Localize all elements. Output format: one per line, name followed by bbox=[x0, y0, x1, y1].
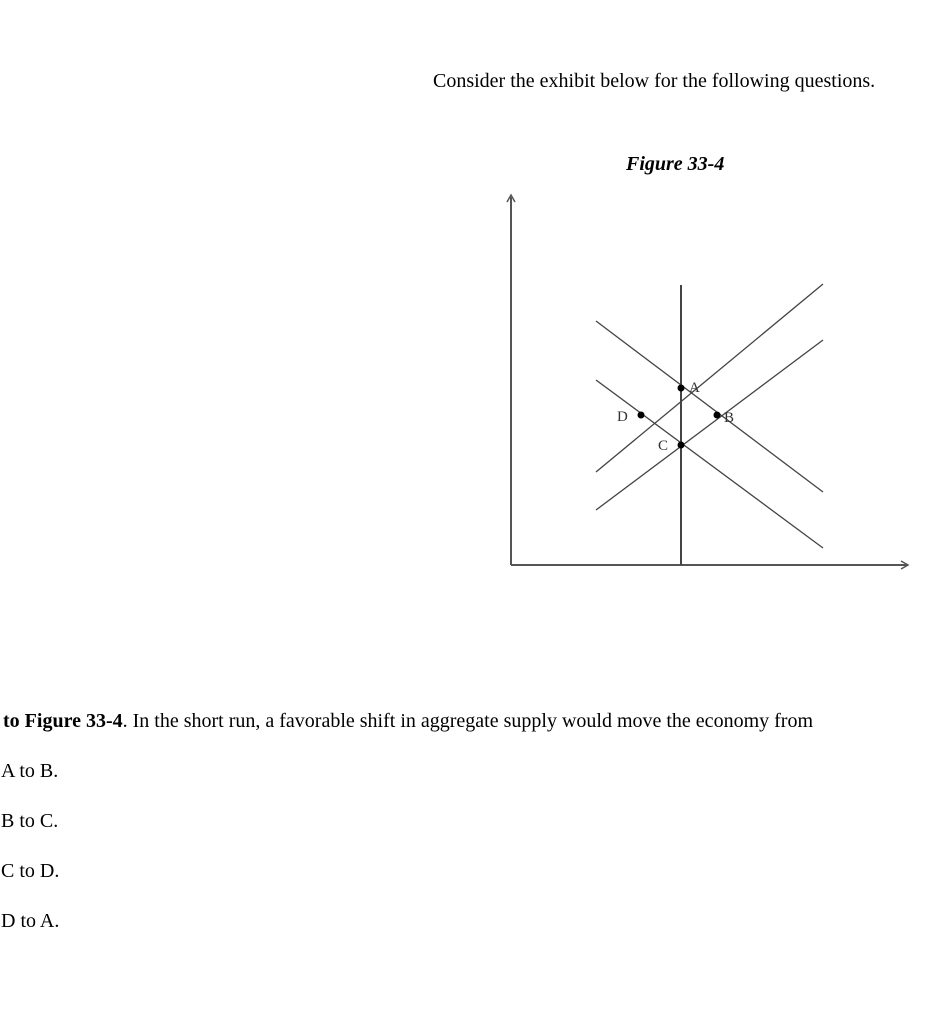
point-c-label: C bbox=[658, 438, 669, 454]
point-b-label: B bbox=[724, 410, 735, 426]
question-text bbox=[3, 710, 813, 733]
question-prefix: to bbox=[3, 710, 25, 732]
point-b-dot bbox=[714, 412, 721, 419]
intro-text: Consider the exhibit below for the following questions. bbox=[433, 70, 876, 92]
figure-title: Figure 33-4 bbox=[626, 153, 725, 175]
figure-33-4-diagram bbox=[500, 185, 920, 590]
diagram-canvas bbox=[500, 185, 920, 585]
point-d-label: D bbox=[617, 409, 628, 425]
question-figure-ref: Figure 33-4 bbox=[24, 710, 123, 732]
point-d-dot bbox=[638, 412, 645, 419]
answer-option-a-to-b[interactable]: A to B. bbox=[1, 760, 59, 782]
answer-option-d-to-a[interactable]: D to A. bbox=[1, 910, 60, 932]
demand-curve-lower bbox=[596, 380, 823, 548]
answer-option-c-to-d[interactable]: C to D. bbox=[1, 860, 60, 882]
demand-curve-upper bbox=[596, 321, 823, 492]
point-a-dot bbox=[678, 385, 685, 392]
question-body: . In the short run, a favorable shift in aggregate supply would move the economy from bbox=[122, 710, 813, 732]
point-a-label: A bbox=[689, 380, 700, 396]
supply-curve-upper bbox=[596, 284, 823, 472]
answer-option-b-to-c[interactable]: B to C. bbox=[1, 810, 59, 832]
point-c-dot bbox=[678, 442, 685, 449]
supply-curve-lower bbox=[596, 340, 823, 510]
